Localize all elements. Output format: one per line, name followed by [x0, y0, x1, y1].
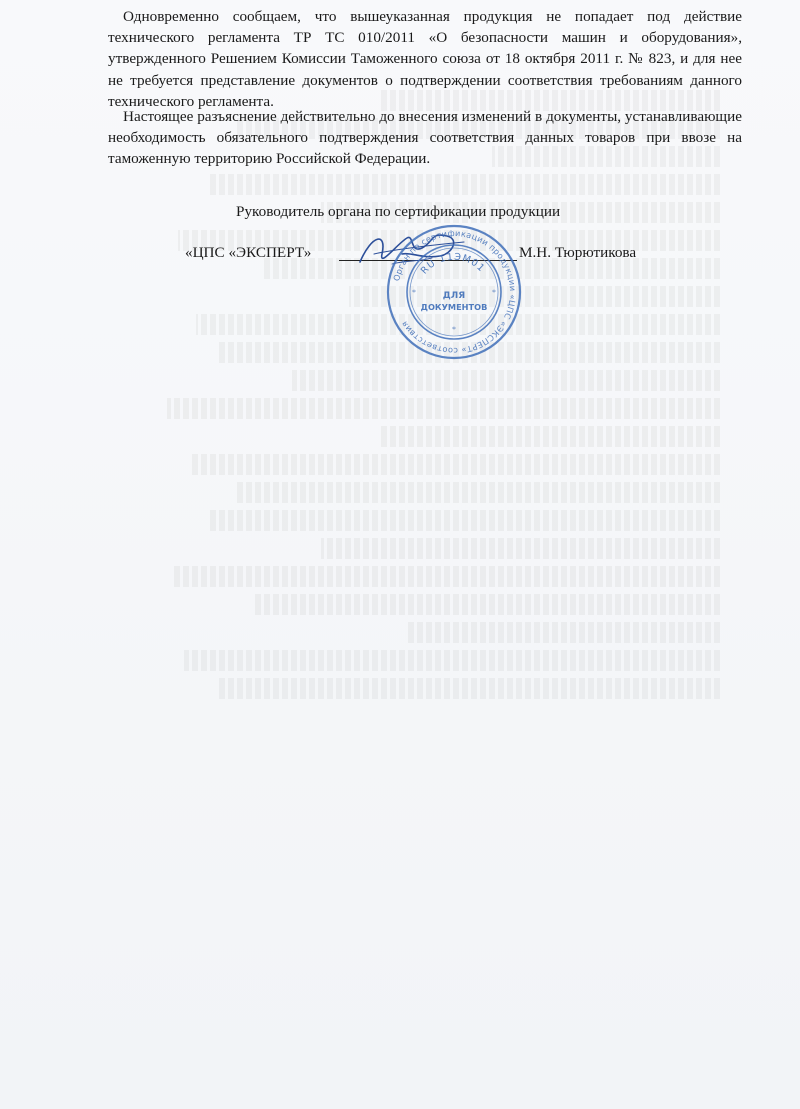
- signer-name: М.Н. Тюрютикова: [519, 244, 637, 261]
- organization-name: «ЦПС «ЭКСПЕРТ»: [185, 244, 312, 261]
- body-paragraph-1: Одновременно сообщаем, что вышеуказанная продукция не попадает под действие технического регламента ТР ТС 010/2011 «О безопасности машин и оборудования», утвержденного Решением Комиссии Таможенного союза от 18 октября 2011 г. № 823, и для нее не требуется представление документов о подтверждении соответствия требованиям данного технического регламента.: [108, 8, 742, 110]
- signer-title: Руководитель органа по сертификации продукции: [236, 203, 561, 220]
- svg-text:*: *: [412, 288, 416, 297]
- bleed-through-texture: [150, 90, 720, 710]
- svg-text:ДОКУМЕНТОВ: ДОКУМЕНТОВ: [420, 302, 488, 312]
- svg-text:*: *: [492, 288, 496, 297]
- certification-stamp: [384, 222, 524, 362]
- svg-text:Орган по сертификации продукци: Орган по сертификации продукции «ЦПС «ЭКСПЕРТ» соответствия: [391, 227, 519, 357]
- svg-text:*: *: [452, 325, 456, 334]
- svg-text:ДЛЯ: ДЛЯ: [442, 291, 466, 301]
- body-paragraph-2: Настоящее разъяснение действительно до внесения изменений в документы, устанавливающие необходимость обязательного подтверждения соответствия данных товаров при ввозе на таможенную территорию Российской Федерации.: [108, 108, 742, 168]
- svg-text:RU 11ЭМ01: RU 11ЭМ01: [418, 251, 488, 277]
